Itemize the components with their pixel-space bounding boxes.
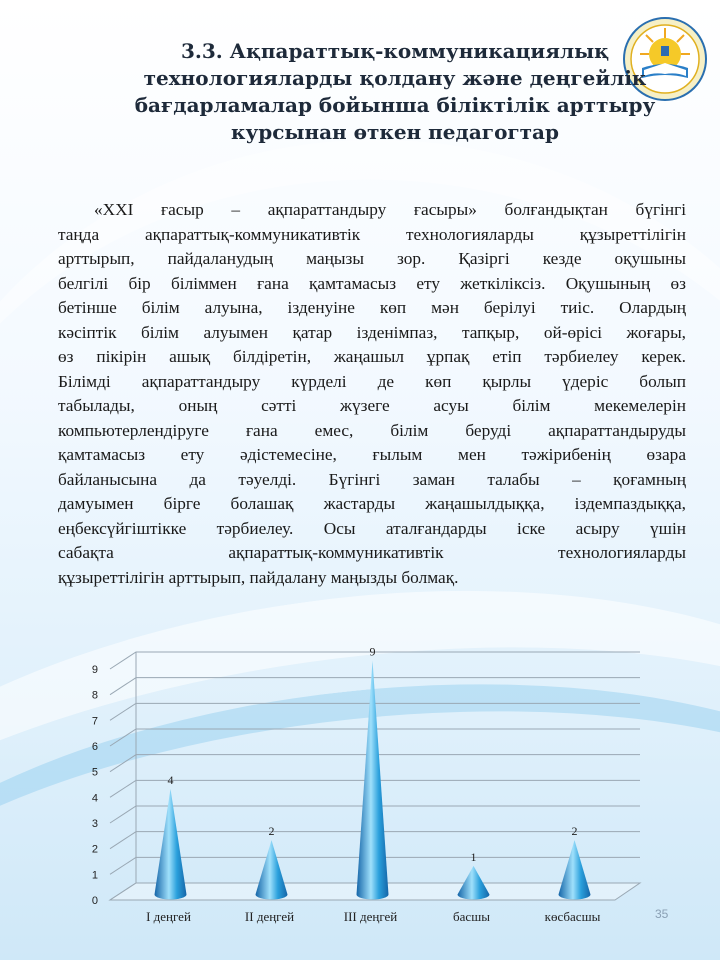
title-line: 3.3. Ақпараттық-коммуникациялық	[180, 39, 610, 63]
paragraph-line: арттырып, пайдаланудың маңызы зор. Қазіргі кезде оқушыны	[58, 249, 686, 268]
slide-title	[100, 38, 690, 146]
bar-cone	[256, 840, 288, 899]
paragraph-line: құзыреттілігін арттырып, пайдалану маңызды болмақ.	[58, 567, 459, 587]
x-tick-label: көсбасшы	[544, 909, 601, 924]
paragraph-line: «XXI ғасыр – ақпараттандыру ғасыры» болғандықтан бүгінгі	[94, 200, 686, 219]
title-line: технологияларды қолдану және деңгейлік	[143, 66, 647, 90]
x-tick-label: ІІІ деңгей	[343, 909, 398, 924]
x-tick-label: басшы	[453, 909, 490, 924]
paragraph-line: кәсіптік білім алуымен қатар ізденімпаз, тапқыр, ой-өрісі жоғары,	[58, 322, 686, 342]
y-tick-label: 5	[91, 766, 98, 779]
paragraph-line: қамтамасыз ету әдістемесіне, ғылым мен тәжірибенің өзара	[58, 445, 686, 464]
paragraph-line: өз пікірін ашық білдіретін, жаңашыл ұрпақ етіп тәрбиелеу керек.	[58, 347, 686, 366]
y-tick-label: 1	[91, 869, 98, 882]
y-tick-label: 0	[91, 895, 98, 907]
paragraph-line: белгілі бір біліммен ғана қамтамасыз ету жеткіліксіз. Оқушының өз	[58, 273, 686, 293]
paragraph-line: бетінше білім алуына, ізденуіне көп мән берілуі тиіс. Олардың	[58, 298, 686, 317]
y-tick-label: 6	[91, 741, 98, 753]
paragraph-line: таңда ақпараттық-коммуникативтік технологияларды құзыреттілігін	[58, 224, 686, 244]
data-label: 2	[268, 824, 275, 839]
y-tick-label: 7	[91, 715, 98, 728]
body-paragraph	[58, 198, 686, 590]
paragraph-line: Білімді ақпараттандыру күрделі де көп қырлы үдеріс болып	[58, 371, 686, 391]
y-tick-label: 2	[91, 843, 98, 856]
paragraph-line: еңбексүйгіштікке тәрбиелеу. Осы аталғандарды іске асыру үшін	[58, 518, 686, 538]
y-tick-label: 8	[91, 689, 98, 702]
data-label: 9	[369, 644, 376, 659]
data-label: 2	[571, 824, 578, 839]
y-tick-label: 4	[91, 792, 98, 805]
y-tick-label: 3	[91, 818, 98, 830]
bar-cone	[155, 789, 187, 900]
paragraph-line: сабақта ақпараттық-коммуникативтік технологияларды	[58, 543, 686, 562]
title-line: бағдарламалар бойынша біліктілік арттыру	[134, 93, 656, 117]
paragraph-line: дамуымен бірге болашақ жастарды жаңашылдыққа, іздемпаздыққа,	[58, 494, 686, 513]
data-label: 4	[167, 772, 174, 787]
x-tick-label: І деңгей	[146, 909, 191, 924]
data-label: 1	[470, 849, 477, 864]
page-number: 35	[655, 907, 669, 921]
y-tick-label: 9	[91, 664, 98, 676]
paragraph-line: компьютерлендіруге ғана емес, білім беруді ақпараттандыруды	[58, 420, 686, 440]
x-tick-label: ІІ деңгей	[244, 909, 295, 924]
chart-gridline	[110, 678, 640, 695]
cone-bar-chart	[80, 640, 660, 940]
bar-cone	[559, 840, 591, 899]
paragraph-line: байланысына да тәуелді. Бүгінгі заман талабы – қоғамның	[58, 469, 686, 489]
chart-axis-wall	[110, 652, 136, 900]
title-line: курсынан өткен педагогтар	[231, 120, 559, 144]
paragraph-line: табылады, оның сәтті жүзеге асуы білім мекемелерін	[58, 396, 686, 415]
